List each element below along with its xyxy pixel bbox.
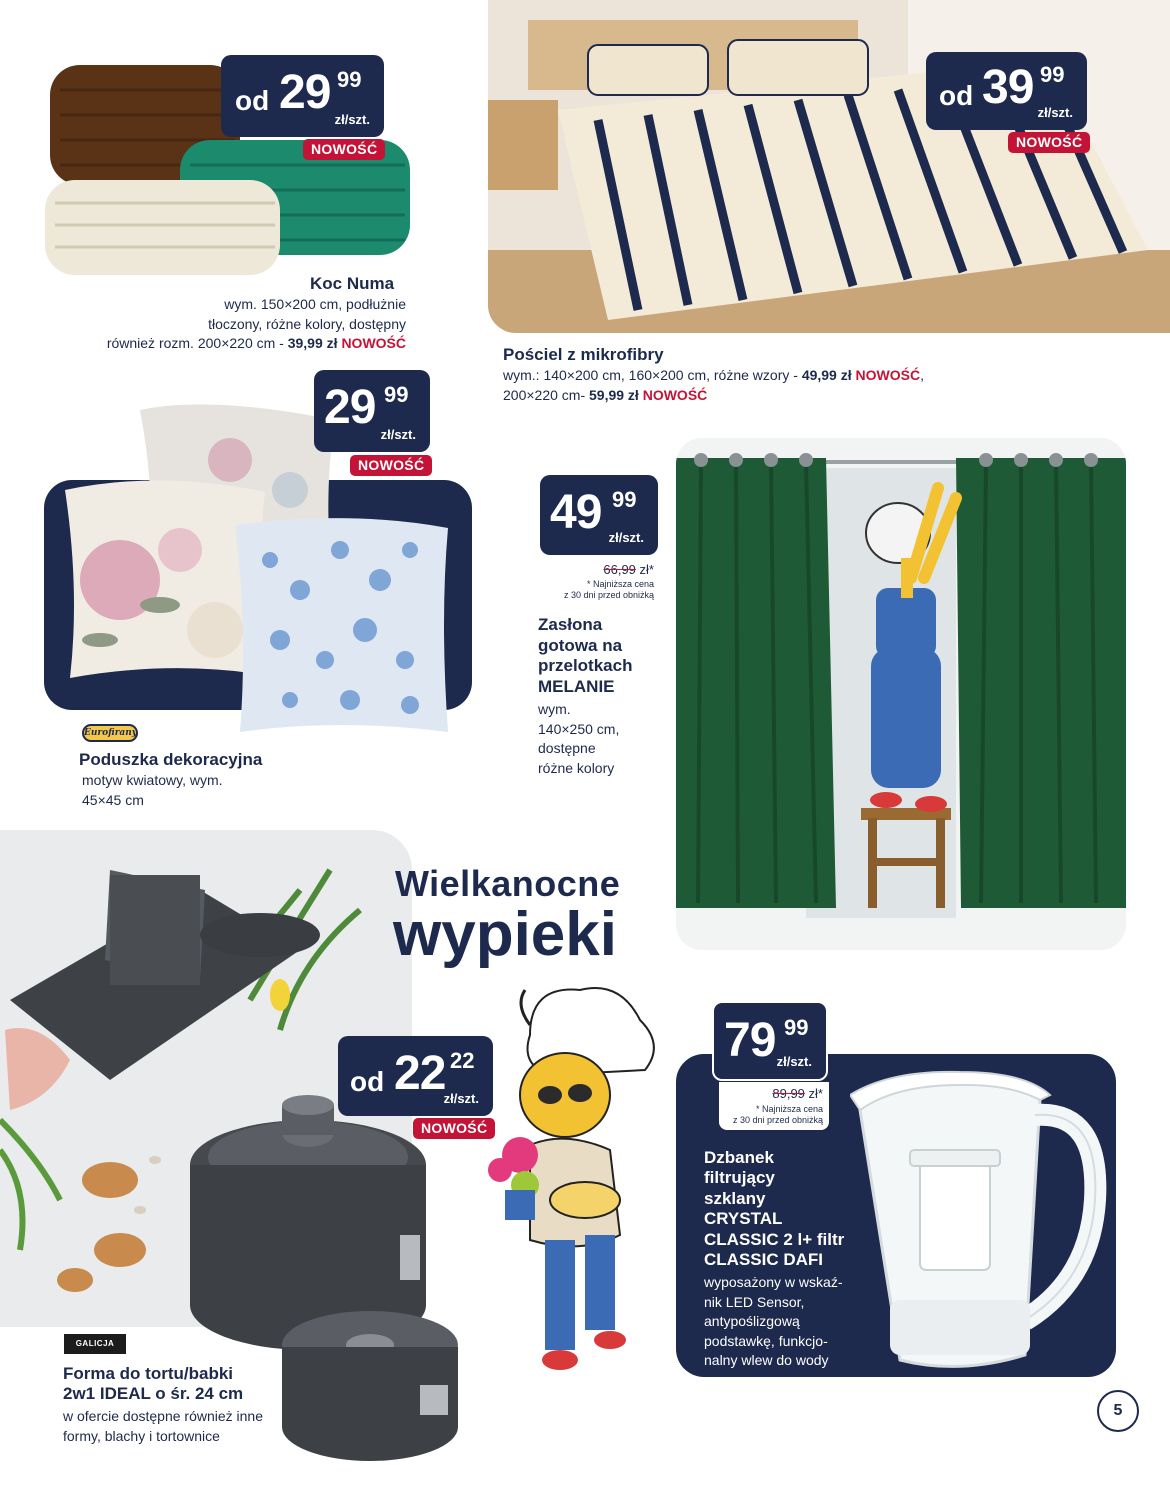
price-badge-poduszka <box>314 370 430 452</box>
new-badge: NOWOŚĆ <box>413 1118 495 1139</box>
price-badge-posciel <box>926 52 1087 130</box>
desc-line: wym. 150×200 cm, podłużnie <box>224 296 406 312</box>
product-title-zaslona: Zasłona gotowa na przelotkach MELANIE <box>538 615 633 697</box>
lowest-price-note: * Najniższa cena z 30 dni przed obniżką <box>563 579 654 601</box>
lowest-price-note: * Najniższa cena z 30 dni przed obniżką <box>732 1104 823 1125</box>
jug-image <box>850 1070 1110 1380</box>
price-integer: 39 <box>982 61 1034 114</box>
mascot-chef <box>470 975 670 1395</box>
price-integer: 29 <box>324 381 376 434</box>
new-badge: NOWOŚĆ <box>303 139 385 160</box>
heading-line-1: Wielkanocne <box>395 863 621 904</box>
price-unit: zł/szt. <box>1037 105 1073 120</box>
new-badge: NOWOŚĆ <box>350 455 432 476</box>
curtain-image <box>676 438 1126 950</box>
heading-line-2: wypieki <box>393 900 617 969</box>
brand-logo-galicja: GALICJA <box>64 1334 126 1354</box>
price-unit: zł/szt. <box>334 112 370 127</box>
product-title-forma: Forma do tortu/babki 2w1 IDEAL o śr. 24 cm <box>63 1364 244 1404</box>
old-price-zaslona: 66,99 zł* <box>603 562 654 577</box>
product-title-koc: Koc Numa <box>310 274 395 293</box>
product-desc-forma: w ofercie dostępne również inne formy, blachy i tortownice <box>63 1408 264 1444</box>
page-number: 5 <box>1097 1390 1139 1432</box>
product-desc-poduszka <box>82 771 223 810</box>
bedding-image <box>488 0 1170 333</box>
price-integer: 79 <box>724 1014 776 1067</box>
desc-line: motyw kwiatowy, wym. <box>82 772 223 788</box>
price-cents: 99 <box>384 382 409 407</box>
price-unit: zł/szt. <box>380 427 416 442</box>
price-cents: 22 <box>450 1048 475 1073</box>
product-desc-zaslona: wym. 140×250 cm, dostępne różne kolory <box>538 701 620 776</box>
price-integer: 49 <box>550 486 602 539</box>
price-prefix: od <box>235 85 270 116</box>
price-cents: 99 <box>337 67 362 92</box>
price-unit: zł/szt. <box>776 1054 812 1069</box>
price-cents: 99 <box>1040 62 1065 87</box>
price-badge-koc <box>221 55 384 137</box>
product-desc-dzbanek: wyposażony w wskaź- nik LED Sensor, antypoślizgową podstawkę, funkcjo- nalny wlew do wody <box>704 1274 843 1369</box>
new-badge: NOWOŚĆ <box>1008 132 1090 153</box>
price-unit: zł/szt. <box>443 1091 479 1106</box>
desc-line: wym.: 140×200 cm, 160×200 cm, różne wzory - 49,99 zł NOWOŚĆ, <box>503 367 924 383</box>
desc-line: 200×220 cm- 59,99 zł NOWOŚĆ <box>503 386 708 403</box>
product-desc-posciel <box>503 366 983 405</box>
price-unit: zł/szt. <box>608 530 644 545</box>
old-price-dzbanek: 89,99 zł* <box>772 1086 823 1101</box>
price-badge-zaslona <box>540 475 658 555</box>
price-cents: 99 <box>784 1015 809 1040</box>
product-desc-koc <box>60 295 406 354</box>
product-title-posciel: Pościel z mikrofibry <box>503 345 664 364</box>
price-integer: 29 <box>279 66 331 119</box>
desc-line: również rozm. 200×220 cm - 39,99 zł NOWOŚĆ <box>106 335 406 352</box>
product-title-poduszka: Poduszka dekoracyjna <box>79 750 263 769</box>
product-title-dzbanek: Dzbanek filtrujący szklany CRYSTAL CLASSIC 2 l+ filtr CLASSIC DAFI <box>704 1148 845 1269</box>
desc-line: tłoczony, różne kolory, dostępny <box>208 315 406 332</box>
desc-line: 45×45 cm <box>82 791 144 808</box>
price-prefix: od <box>939 80 974 111</box>
section-heading <box>393 863 621 969</box>
price-prefix: od <box>350 1066 385 1097</box>
price-integer: 22 <box>394 1047 446 1100</box>
price-cents: 99 <box>612 487 637 512</box>
brand-logo-eurofirany: Eurofirany <box>82 724 138 742</box>
price-badge-dzbanek <box>712 1001 828 1081</box>
